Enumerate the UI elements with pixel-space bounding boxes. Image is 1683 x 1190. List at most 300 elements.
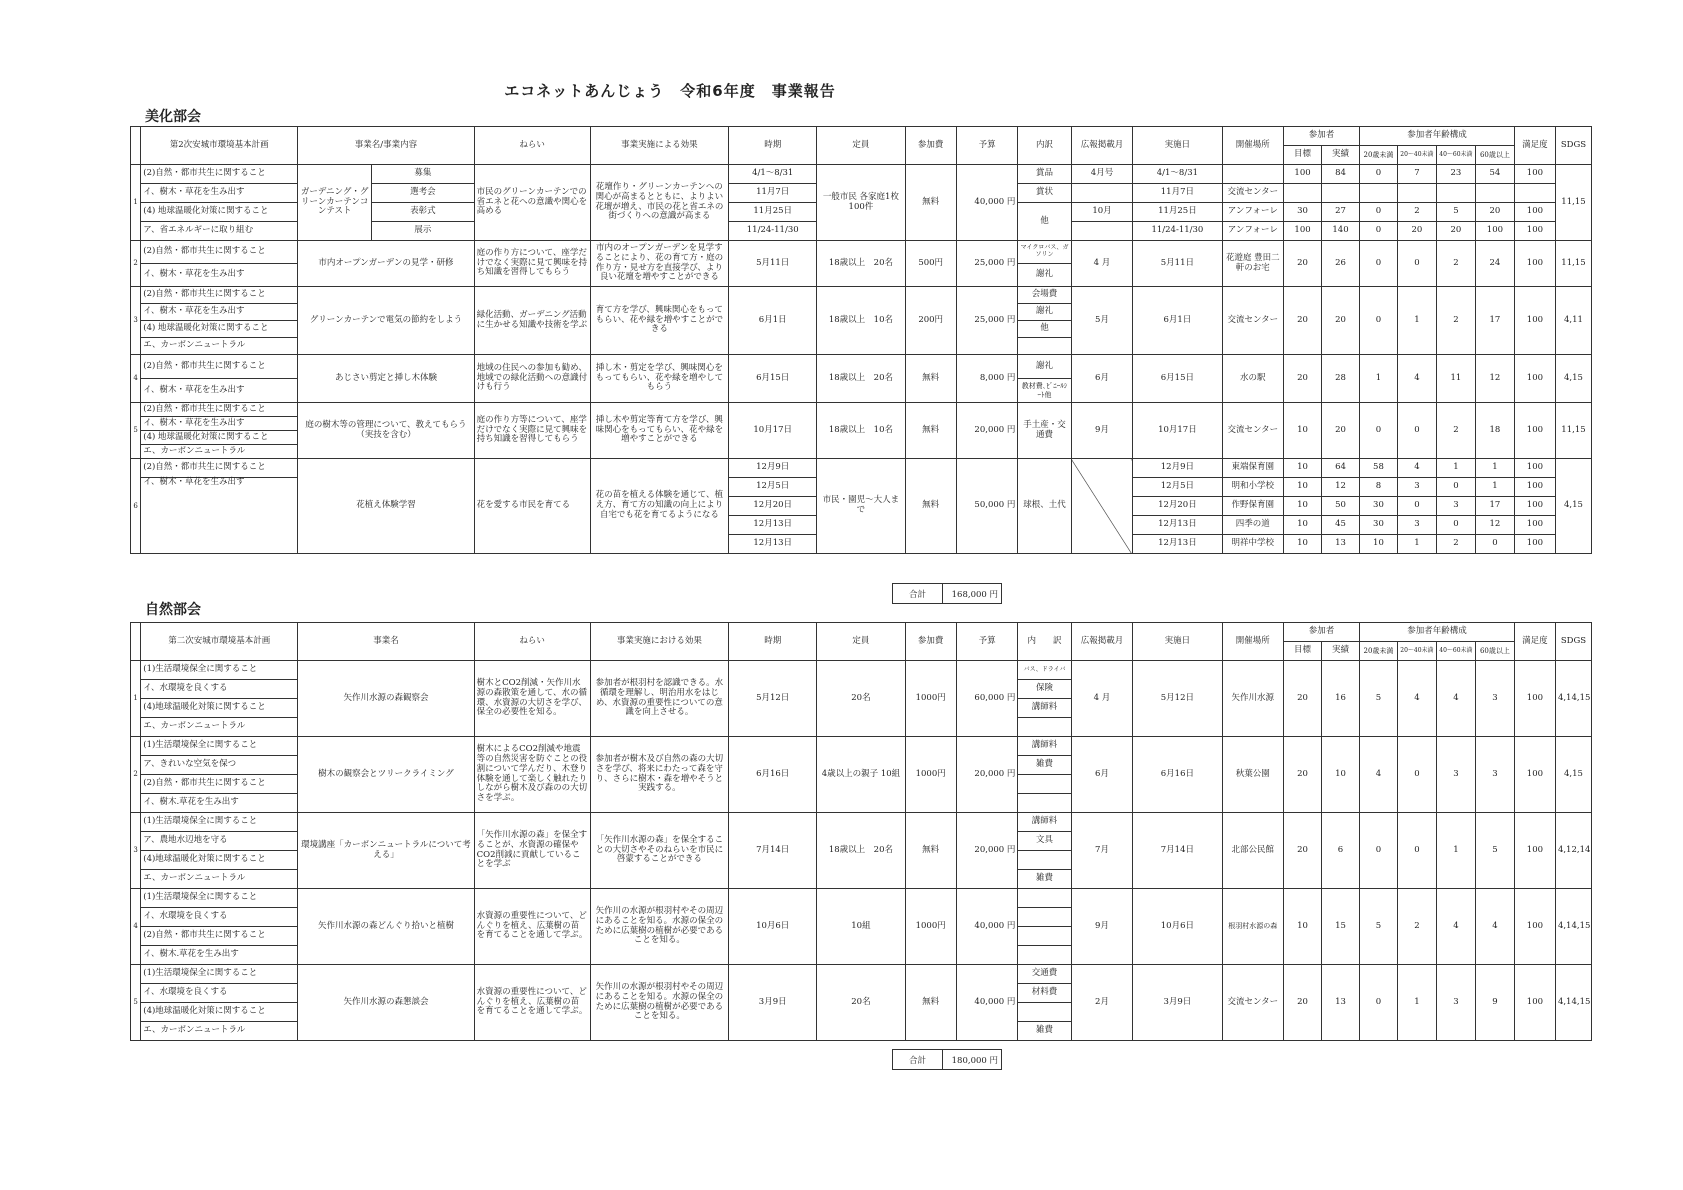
actual: 15	[1322, 889, 1360, 965]
satisfaction: 100	[1514, 241, 1555, 287]
actual: 64	[1322, 459, 1360, 478]
breakdown-item: 材料費	[1018, 984, 1071, 1003]
age-40-60: 0	[1436, 516, 1475, 535]
period: 5月11日	[729, 241, 817, 287]
plan-line: エ、カーボンニュートラル	[141, 718, 298, 737]
breakdown-item: 講師料	[1018, 699, 1071, 718]
satisfaction: 100	[1514, 165, 1555, 184]
venue: 水の駅	[1222, 355, 1284, 403]
header-age-60plus: 60歳以上	[1475, 146, 1514, 165]
budget: 40,000 円	[956, 165, 1018, 241]
age-60plus: 0	[1475, 535, 1514, 554]
plan-line: イ、樹木・草花を生み出す	[141, 417, 298, 431]
event-sub: 展示	[372, 222, 475, 241]
venue: 交流センター	[1222, 965, 1284, 1041]
sdgs: 11,15	[1555, 165, 1591, 241]
row-number: 2	[131, 737, 141, 813]
target: 100	[1284, 165, 1322, 184]
venue: 東端保育園	[1222, 459, 1284, 478]
age-40-60: 11	[1436, 355, 1475, 403]
pr-month-empty	[1071, 459, 1133, 554]
actual: 6	[1322, 813, 1360, 889]
date: 10月6日	[1133, 889, 1222, 965]
header-venue: 開催場所	[1222, 127, 1284, 165]
header-actual: 実績	[1322, 146, 1360, 165]
target: 10	[1284, 516, 1322, 535]
plan-line: ア、農地水辺地を守る	[141, 832, 298, 851]
fee: 200円	[905, 287, 956, 355]
total-label: 合計	[893, 584, 943, 604]
period: 12月13日	[729, 516, 817, 535]
age-under20: 30	[1359, 516, 1397, 535]
plan-line: (4)地球温暖化対策に関すること	[141, 851, 298, 870]
age-under20: 58	[1359, 459, 1397, 478]
age-20-40: 4	[1397, 355, 1436, 403]
plan-line: (1)生活環境保全に関すること	[141, 737, 298, 756]
actual: 26	[1322, 241, 1360, 287]
row-number: 5	[131, 403, 141, 459]
plan-line: イ、樹木・草花を生み出す	[141, 379, 298, 403]
fee: 無料	[905, 165, 956, 241]
header-date: 実施日	[1133, 623, 1222, 661]
plan-line: (4) 地球温暖化対策に関すること	[141, 321, 298, 338]
plan-line: イ、樹木.草花を生み出す	[141, 946, 298, 965]
sdgs: 11,15	[1555, 241, 1591, 287]
header-budget: 予算	[956, 127, 1018, 165]
row-number: 3	[131, 813, 141, 889]
period: 6月15日	[729, 355, 817, 403]
breakdown-item	[1018, 794, 1071, 813]
actual: 50	[1322, 497, 1360, 516]
satisfaction: 100	[1514, 478, 1555, 497]
sdgs: 4,15	[1555, 737, 1591, 813]
satisfaction: 100	[1514, 222, 1555, 241]
age-40-60: 5	[1436, 203, 1475, 222]
header-age-20-40: 20～40未満	[1397, 146, 1436, 165]
satisfaction: 100	[1514, 497, 1555, 516]
header-satisfaction: 満足度	[1514, 623, 1555, 661]
target: 10	[1284, 497, 1322, 516]
breakdown-item: 賞状	[1018, 184, 1071, 203]
period: 12月5日	[729, 478, 817, 497]
target: 20	[1284, 813, 1322, 889]
age-under20: 10	[1359, 535, 1397, 554]
target: 20	[1284, 737, 1322, 813]
plan-line: (2)自然・都市共生に関すること	[141, 459, 298, 478]
date: 12月20日	[1133, 497, 1222, 516]
period: 7月14日	[729, 813, 817, 889]
effect-text: 挿し木・剪定を学び、興味関心をもってもらい、花や緑を増やしてもらう	[590, 355, 729, 403]
age-40-60: 23	[1436, 165, 1475, 184]
actual	[1322, 184, 1360, 203]
effect-text: 花の苗を植える体験を通じて、植え方、育て方の知識の向上により自宅でも花を育てるようになる	[590, 459, 729, 554]
header-plan: 第二次安城市環境基本計画	[141, 623, 298, 661]
venue	[1222, 165, 1284, 184]
row-number: 6	[131, 459, 141, 554]
satisfaction	[1514, 184, 1555, 203]
breakdown-item	[1018, 1003, 1071, 1022]
budget: 25,000 円	[956, 241, 1018, 287]
header-age-40-60: 40～60未満	[1436, 642, 1475, 661]
total-value: 180,000 円	[943, 1050, 1002, 1070]
plan-line: エ、カーボンニュートラル	[141, 1022, 298, 1041]
target: 100	[1284, 222, 1322, 241]
capacity: 一般市民 各家庭1枚 100件	[817, 165, 905, 241]
capacity: 4歳以上の親子 10組	[817, 737, 905, 813]
age-20-40: 1	[1397, 535, 1436, 554]
effect-text: 「矢作川水源の森」を保全することの大切さやそのねらいを市民に啓蒙することができる	[590, 813, 729, 889]
age-under20: 8	[1359, 478, 1397, 497]
plan-line: (1)生活環境保全に関すること	[141, 661, 298, 680]
age-20-40: 1	[1397, 287, 1436, 355]
event-name: グリーンカーテンで電気の節約をしよう	[298, 287, 474, 355]
age-under20: 0	[1359, 813, 1397, 889]
breakdown-item	[1018, 338, 1071, 355]
age-60plus: 17	[1475, 497, 1514, 516]
header-target: 目標	[1284, 146, 1322, 165]
breakdown-item: 雑費	[1018, 1022, 1071, 1041]
header-pr: 広報掲載月	[1071, 127, 1133, 165]
satisfaction: 100	[1514, 516, 1555, 535]
breakdown-item: 手土産・交通費	[1018, 403, 1071, 459]
date: 6月16日	[1133, 737, 1222, 813]
event-name: あじさい剪定と挿し木体験	[298, 355, 474, 403]
aim-text: 緑化活動、ガーデニング活動に生かせる知識や技術を学ぶ	[474, 287, 590, 355]
date: 7月14日	[1133, 813, 1222, 889]
header-capacity: 定員	[817, 127, 905, 165]
plan-line: エ、カーボンニュートラル	[141, 445, 298, 459]
effect-text: 市内のオープンガーデンを見学することにより、花の育て方・庭の作り方・見せ方を直接学び、より良い花壇を増やすことができる	[590, 241, 729, 287]
effect-text: 矢作川の水源が根羽村やその周辺にあることを知る。水源の保全のために広葉樹の植樹が必要であることを知る。	[590, 965, 729, 1041]
breakdown-item: 他	[1018, 321, 1071, 338]
plan-line: (4)地球温暖化対策に関すること	[141, 1003, 298, 1022]
actual: 84	[1322, 165, 1360, 184]
aim-text: 庭の作り方等について、座学だけでなく実際に見て興味を持ち知識を習得してもらう	[474, 403, 590, 459]
age-under20: 0	[1359, 403, 1397, 459]
header-period: 時期	[729, 623, 817, 661]
venue: 根羽村水源の森	[1222, 889, 1284, 965]
header-age-40-60: 40～60未満	[1436, 146, 1475, 165]
age-under20: 0	[1359, 241, 1397, 287]
satisfaction: 100	[1514, 403, 1555, 459]
pr-month	[1071, 184, 1133, 203]
header-aim: ねらい	[474, 623, 590, 661]
budget: 40,000 円	[956, 965, 1018, 1041]
breakdown-item	[1018, 927, 1071, 946]
row-number: 5	[131, 965, 141, 1041]
period: 4/1～8/31	[729, 165, 817, 184]
sdgs: 4,14,15	[1555, 965, 1591, 1041]
header-venue: 開催場所	[1222, 623, 1284, 661]
plan-line: イ、樹木・草花を生み出す	[141, 304, 298, 321]
plan-line: エ、カーボンニュートラル	[141, 338, 298, 355]
header-age-20-40: 20～40未満	[1397, 642, 1436, 661]
date: 12月13日	[1133, 516, 1222, 535]
period: 10月6日	[729, 889, 817, 965]
pr-month: 9月	[1071, 889, 1133, 965]
age-40-60: 3	[1436, 497, 1475, 516]
age-60plus: 3	[1475, 661, 1514, 737]
actual: 140	[1322, 222, 1360, 241]
event-name: 市内オープンガーデンの見学・研修	[298, 241, 474, 287]
header-event: 事業名	[298, 623, 474, 661]
date: 12月9日	[1133, 459, 1222, 478]
venue: 明祥中学校	[1222, 535, 1284, 554]
period: 11月25日	[729, 203, 817, 222]
row-number: 4	[131, 355, 141, 403]
header-ages: 参加者年齢構成	[1359, 127, 1514, 146]
actual: 27	[1322, 203, 1360, 222]
age-60plus: 24	[1475, 241, 1514, 287]
age-20-40: 4	[1397, 459, 1436, 478]
date: 3月9日	[1133, 965, 1222, 1041]
event-name: 環境講座「カーボンニュートラルについて考える」	[298, 813, 474, 889]
age-60plus: 20	[1475, 203, 1514, 222]
period: 5月12日	[729, 661, 817, 737]
age-under20: 5	[1359, 889, 1397, 965]
age-60plus: 3	[1475, 737, 1514, 813]
age-60plus: 9	[1475, 965, 1514, 1041]
period: 6月16日	[729, 737, 817, 813]
age-40-60: 2	[1436, 287, 1475, 355]
beautification-total	[892, 583, 1002, 604]
age-under20: 0	[1359, 287, 1397, 355]
actual: 45	[1322, 516, 1360, 535]
period: 12月9日	[729, 459, 817, 478]
breakdown-item	[1018, 775, 1071, 794]
venue: 花遊庭 豊田二軒のお宅	[1222, 241, 1284, 287]
target: 20	[1284, 965, 1322, 1041]
age-20-40: 0	[1397, 813, 1436, 889]
breakdown-item: 講師料	[1018, 737, 1071, 756]
budget: 20,000 円	[956, 737, 1018, 813]
breakdown-item: 交通費	[1018, 965, 1071, 984]
age-20-40: 4	[1397, 661, 1436, 737]
event-name: 矢作川水源の森懇談会	[298, 965, 474, 1041]
age-20-40: 20	[1397, 222, 1436, 241]
age-40-60: 4	[1436, 889, 1475, 965]
target: 20	[1284, 661, 1322, 737]
satisfaction: 100	[1514, 661, 1555, 737]
total-value: 168,000 円	[943, 584, 1002, 604]
age-40-60: 4	[1436, 661, 1475, 737]
header-age-60plus: 60歳以上	[1475, 642, 1514, 661]
venue: 明和小学校	[1222, 478, 1284, 497]
date: 10月17日	[1133, 403, 1222, 459]
age-60plus: 1	[1475, 459, 1514, 478]
venue: アンフォーレ	[1222, 222, 1284, 241]
age-under20: 0	[1359, 165, 1397, 184]
plan-line: (2)自然・都市共生に関すること	[141, 241, 298, 264]
event-name: 樹木の観察会とツリークライミング	[298, 737, 474, 813]
date: 12月13日	[1133, 535, 1222, 554]
header-target: 目標	[1284, 642, 1322, 661]
pr-month: 4 月	[1071, 241, 1133, 287]
breakdown-item: マイクロバス、ガソリン	[1018, 241, 1071, 264]
venue: 交流センター	[1222, 184, 1284, 203]
pr-month: 10月	[1071, 203, 1133, 222]
target: 10	[1284, 403, 1322, 459]
header-event: 事業名/事業内容	[298, 127, 474, 165]
sdgs: 11,15	[1555, 403, 1591, 459]
fee: 無料	[905, 355, 956, 403]
breakdown-item: 雑費	[1018, 870, 1071, 889]
capacity: 18歳以上 10名	[817, 403, 905, 459]
effect-text: 挿し木や剪定等育て方を学び、興味関心をもってもらい、花や緑を増やすことができる	[590, 403, 729, 459]
satisfaction: 100	[1514, 813, 1555, 889]
fee: 無料	[905, 965, 956, 1041]
header-pr: 広報掲載月	[1071, 623, 1133, 661]
actual: 10	[1322, 737, 1360, 813]
age-under20: 0	[1359, 203, 1397, 222]
plan-line: ア、省エネルギーに取り組む	[141, 222, 298, 241]
breakdown-item: 謝礼	[1018, 304, 1071, 321]
age-60plus: 18	[1475, 403, 1514, 459]
header-period: 時期	[729, 127, 817, 165]
breakdown-item	[1018, 718, 1071, 737]
breakdown-item	[1018, 851, 1071, 870]
date: 5月12日	[1133, 661, 1222, 737]
period: 6月1日	[729, 287, 817, 355]
pr-month: 7月	[1071, 813, 1133, 889]
age-under20: 0	[1359, 965, 1397, 1041]
actual: 20	[1322, 403, 1360, 459]
date: 6月1日	[1133, 287, 1222, 355]
age-60plus: 12	[1475, 355, 1514, 403]
event-sub: 選考会	[372, 184, 475, 203]
pr-month: 4月号	[1071, 165, 1133, 184]
satisfaction: 100	[1514, 535, 1555, 554]
actual: 20	[1322, 287, 1360, 355]
age-60plus: 17	[1475, 287, 1514, 355]
breakdown-item: 謝礼	[1018, 264, 1071, 287]
age-under20: 30	[1359, 497, 1397, 516]
pr-month	[1071, 222, 1133, 241]
satisfaction: 100	[1514, 459, 1555, 478]
target: 10	[1284, 889, 1322, 965]
plan-line: (1)生活環境保全に関すること	[141, 889, 298, 908]
fee: 1000円	[905, 661, 956, 737]
plan-line: (1)生活環境保全に関すること	[141, 965, 298, 984]
header-age-under20: 20歳未満	[1359, 642, 1397, 661]
actual: 28	[1322, 355, 1360, 403]
header-age-under20: 20歳未満	[1359, 146, 1397, 165]
event-name: ガーデニング・グリーンカーテンコンテスト	[298, 165, 372, 241]
age-under20	[1359, 184, 1397, 203]
effect-text: 矢作川の水源が根羽村やその周辺にあることを知る。水源の保全のために広葉樹の植樹が必要であることを知る。	[590, 889, 729, 965]
budget: 60,000 円	[956, 661, 1018, 737]
budget: 8,000 円	[956, 355, 1018, 403]
venue: 矢作川水源	[1222, 661, 1284, 737]
age-40-60: 3	[1436, 965, 1475, 1041]
date: 11/24-11/30	[1133, 222, 1222, 241]
aim-text: 「矢作川水源の森」を保全することが、水資源の確保やCO2削減に貢献していることを学ぶ	[474, 813, 590, 889]
section-title-beautification: 美化部会	[145, 109, 201, 125]
date: 11月25日	[1133, 203, 1222, 222]
plan-line: (2)自然・都市共生に関すること	[141, 165, 298, 184]
row-number: 1	[131, 165, 141, 241]
date: 11月7日	[1133, 184, 1222, 203]
plan-line: (2)自然・都市共生に関すること	[141, 287, 298, 304]
header-participants: 参加者	[1284, 623, 1360, 642]
event-name: 庭の樹木等の管理について、教えてもらう（実技を含む）	[298, 403, 474, 459]
actual: 13	[1322, 965, 1360, 1041]
age-40-60: 2	[1436, 241, 1475, 287]
aim-text: 地域の住民への参加も勧め、地域での緑化活動への意識付けも行う	[474, 355, 590, 403]
capacity: 市民・園児～大人まで	[817, 459, 905, 554]
fee: 無料	[905, 813, 956, 889]
breakdown-item	[1018, 908, 1071, 927]
target	[1284, 184, 1322, 203]
capacity: 20名	[817, 661, 905, 737]
fee: 無料	[905, 403, 956, 459]
header-capacity: 定員	[817, 623, 905, 661]
header-plan: 第2次安城市環境基本計画	[141, 127, 298, 165]
breakdown-item: 保険	[1018, 680, 1071, 699]
age-40-60: 3	[1436, 737, 1475, 813]
age-under20: 0	[1359, 222, 1397, 241]
target: 30	[1284, 203, 1322, 222]
age-20-40: 7	[1397, 165, 1436, 184]
venue: 四季の道	[1222, 516, 1284, 535]
satisfaction: 100	[1514, 203, 1555, 222]
age-40-60: 1	[1436, 813, 1475, 889]
breakdown-item	[1018, 889, 1071, 908]
age-60plus: 4	[1475, 889, 1514, 965]
period: 11月7日	[729, 184, 817, 203]
row-number: 3	[131, 287, 141, 355]
event-sub: 表彰式	[372, 203, 475, 222]
breakdown-item: 球根、土代	[1018, 459, 1071, 554]
row-number: 1	[131, 661, 141, 737]
breakdown-item: 謝礼	[1018, 355, 1071, 379]
venue: 交流センター	[1222, 403, 1284, 459]
venue: 秋葉公園	[1222, 737, 1284, 813]
breakdown-item: 賞品	[1018, 165, 1071, 184]
pr-month: 6月	[1071, 737, 1133, 813]
sdgs: 4,15	[1555, 355, 1591, 403]
beautification-report-table	[130, 126, 1592, 554]
date: 6月15日	[1133, 355, 1222, 403]
header-ages: 参加者年齢構成	[1359, 623, 1514, 642]
breakdown-item: 雑費	[1018, 756, 1071, 775]
actual: 12	[1322, 478, 1360, 497]
age-60plus: 54	[1475, 165, 1514, 184]
target: 10	[1284, 459, 1322, 478]
sdgs: 4,12,14	[1555, 813, 1591, 889]
event-name: 矢作川水源の森観察会	[298, 661, 474, 737]
header-effect: 事業実施における効果	[590, 623, 729, 661]
age-40-60	[1436, 184, 1475, 203]
period: 12月13日	[729, 535, 817, 554]
target: 20	[1284, 287, 1322, 355]
header-actual: 実績	[1322, 642, 1360, 661]
plan-line: イ、水環境を良くする	[141, 680, 298, 699]
age-20-40: 0	[1397, 737, 1436, 813]
sdgs: 4,15	[1555, 459, 1591, 554]
breakdown-item: 講師料	[1018, 813, 1071, 832]
plan-line: (2)自然・都市共生に関すること	[141, 403, 298, 417]
aim-text: 水資源の重要性について、どんぐりを植え、広葉樹の苗を育てることを通して学ぶ。	[474, 965, 590, 1041]
plan-line: エ、カーボンニュートラル	[141, 870, 298, 889]
actual: 13	[1322, 535, 1360, 554]
total-label: 合計	[893, 1050, 943, 1070]
pr-month: 2月	[1071, 965, 1133, 1041]
plan-line: イ、水環境を良くする	[141, 984, 298, 1003]
period: 11/24-11/30	[729, 222, 817, 241]
plan-line: (2)自然・都市共生に関すること	[141, 775, 298, 794]
aim-text: 樹木によるCO2削減や地震等の自然災害を防ぐことの役割について学んだり、木登り体験を通して楽しく触れたりしながら樹木及び森のの大切さを学ぶ。	[474, 737, 590, 813]
